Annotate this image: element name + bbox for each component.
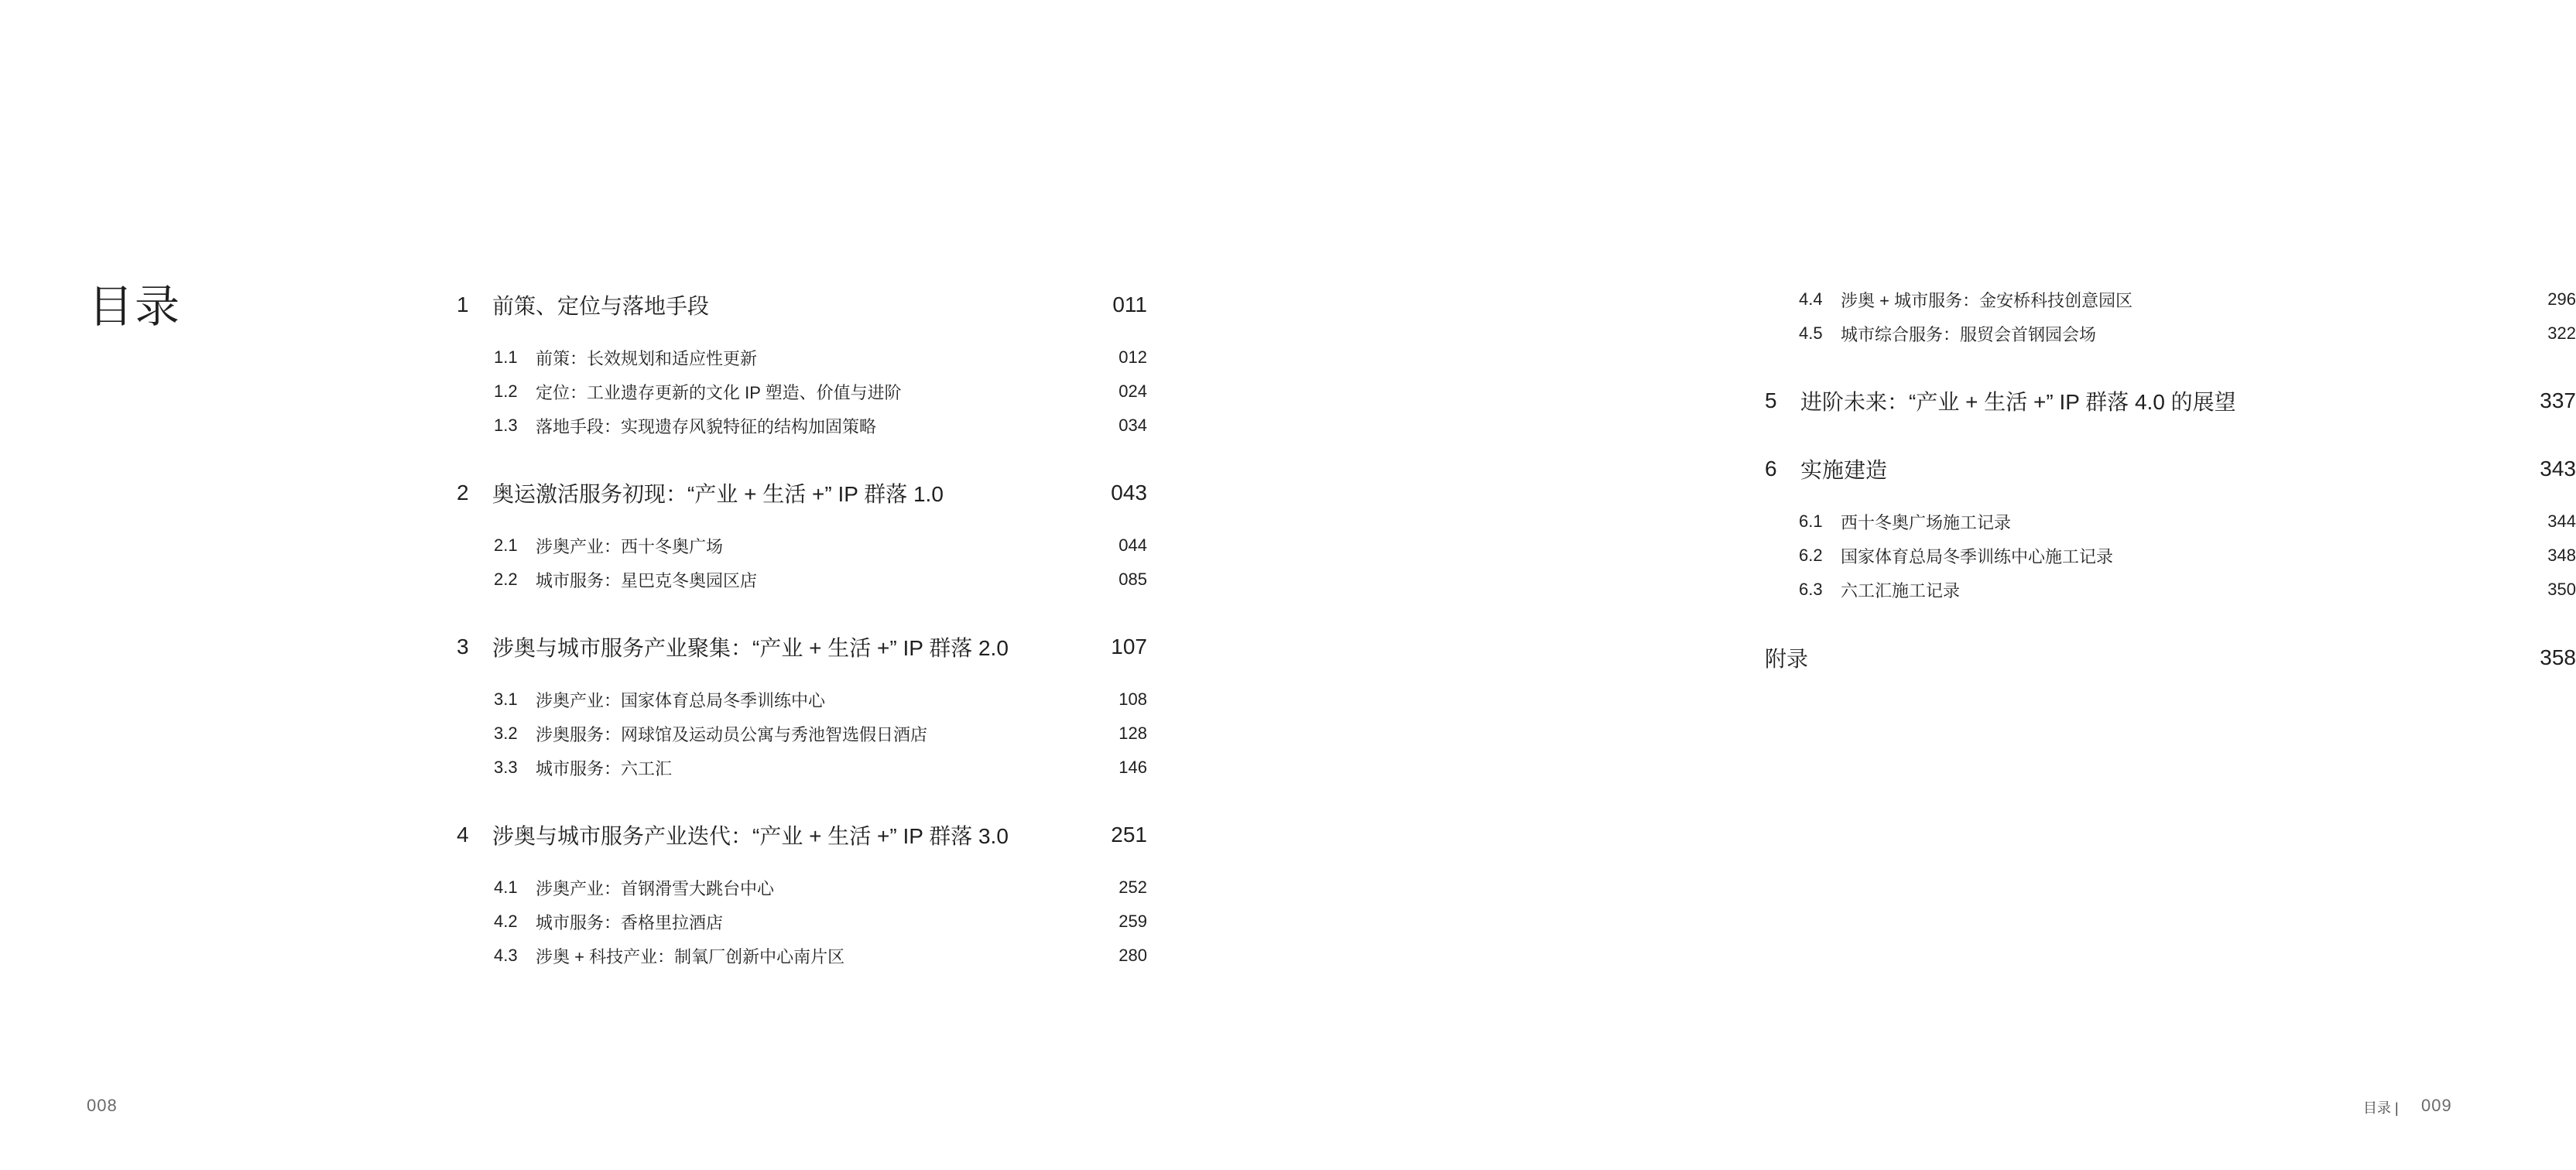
section-title: 落地手段：实现遗存风貌特征的结构加固策略 (536, 416, 877, 436)
section-page: 259 (1118, 912, 1147, 931)
section-title: 涉奥产业：首钢滑雪大跳台中心 (536, 878, 775, 898)
chapter-title: 涉奥与城市服务产业迭代：“产业 + 生活 +” IP 群落 3.0 (492, 824, 1009, 848)
toc-section-3-3[interactable] (494, 756, 1147, 779)
section-title: 涉奥服务：网球馆及运动员公寓与秀池智选假日酒店 (536, 724, 928, 744)
section-number: 3.3 (494, 758, 518, 777)
chapter-title: 奥运激活服务初现：“产业 + 生活 +” IP 群落 1.0 (492, 482, 944, 506)
section-page: 044 (1118, 535, 1147, 555)
section-title: 城市服务：六工汇 (536, 758, 673, 778)
section-title: 涉奥 + 城市服务：金安桥科技创意园区 (1841, 290, 2133, 310)
section-title: 前策：长效规划和适应性更新 (536, 348, 758, 368)
section-number: 6.1 (1799, 511, 1823, 531)
chapter-number: 5 (1765, 388, 1777, 412)
toc-section-1-2[interactable] (494, 380, 1147, 403)
section-number: 1.3 (494, 416, 518, 435)
section-number: 1.2 (494, 381, 518, 401)
toc-section-4-1[interactable] (494, 876, 1147, 899)
toc-appendix[interactable] (1765, 642, 2576, 673)
section-page: 108 (1118, 689, 1147, 709)
chapter-title: 进阶未来：“产业 + 生活 +” IP 群落 4.0 的展望 (1800, 390, 2236, 414)
appendix-page: 358 (2540, 645, 2576, 669)
section-number: 3.2 (494, 724, 518, 743)
section-number: 4.4 (1799, 289, 1823, 309)
chapter-title: 涉奥与城市服务产业聚集：“产业 + 生活 +” IP 群落 2.0 (492, 636, 1009, 660)
chapter-number: 4 (457, 823, 469, 847)
page-number-left: 008 (87, 1096, 118, 1115)
chapter-page: 337 (2540, 388, 2576, 412)
toc-section-4-3[interactable] (494, 944, 1147, 967)
section-title: 城市服务：香格里拉酒店 (536, 912, 724, 932)
chapter-title: 前策、定位与落地手段 (492, 294, 710, 318)
chapter-number: 2 (457, 481, 469, 505)
section-title: 城市综合服务：服贸会首钢园会场 (1841, 324, 2097, 344)
section-title: 涉奥产业：西十冬奥广场 (536, 536, 724, 556)
chapter-page: 251 (1111, 823, 1147, 847)
right-page (1268, 0, 2576, 1170)
section-page: 350 (2547, 580, 2576, 599)
running-head: 目录 | (2363, 1100, 2399, 1116)
toc-section-3-1[interactable] (494, 688, 1147, 711)
section-number: 2.1 (494, 535, 518, 555)
section-number: 6.2 (1799, 546, 1823, 565)
chapter-title: 实施建造 (1800, 458, 1888, 482)
section-page: 146 (1118, 758, 1147, 777)
section-page: 024 (1118, 381, 1147, 401)
toc-section-6-2[interactable] (1799, 544, 2576, 567)
chapter-page: 043 (1111, 481, 1147, 505)
toc-title: 目录 (88, 282, 182, 332)
page-number-right: 009 (2421, 1096, 2452, 1115)
toc-section-1-1[interactable] (494, 346, 1147, 369)
section-page: 322 (2547, 323, 2576, 343)
toc-section-6-1[interactable] (1799, 510, 2576, 533)
section-title: 涉奥产业：国家体育总局冬季训练中心 (536, 690, 826, 710)
chapter-page: 107 (1111, 635, 1147, 659)
section-number: 1.1 (494, 347, 518, 367)
toc-chapter-1[interactable] (457, 289, 1147, 320)
section-page: 252 (1118, 878, 1147, 897)
section-page: 034 (1118, 416, 1147, 435)
chapter-number: 3 (457, 635, 469, 659)
toc-section-4-4[interactable] (1799, 288, 2576, 311)
toc-section-2-1[interactable] (494, 534, 1147, 557)
toc-chapter-6[interactable] (1765, 453, 2576, 484)
section-title: 六工汇施工记录 (1841, 580, 1961, 600)
section-title: 定位：工业遗存更新的文化 IP 塑造、价值与进阶 (536, 382, 902, 402)
toc-chapter-4[interactable] (457, 819, 1147, 850)
section-page: 348 (2547, 546, 2576, 565)
toc-section-4-2[interactable] (494, 910, 1147, 933)
section-number: 4.2 (494, 912, 518, 931)
section-title: 城市服务：星巴克冬奥园区店 (536, 570, 758, 590)
section-number: 6.3 (1799, 580, 1823, 599)
chapter-page: 011 (1112, 292, 1147, 316)
toc-section-1-3[interactable] (494, 414, 1147, 437)
toc-section-6-3[interactable] (1799, 578, 2576, 601)
toc-chapter-5[interactable] (1765, 385, 2576, 416)
appendix-title: 附录 (1765, 647, 1809, 671)
section-number: 4.5 (1799, 323, 1823, 343)
toc-chapter-2[interactable] (457, 477, 1147, 508)
chapter-number: 6 (1765, 457, 1777, 481)
section-page: 296 (2547, 289, 2576, 309)
section-page: 012 (1118, 347, 1147, 367)
section-number: 4.3 (494, 946, 518, 965)
chapter-page: 343 (2540, 457, 2576, 481)
section-number: 4.1 (494, 878, 518, 897)
section-page: 128 (1118, 724, 1147, 743)
section-page: 344 (2547, 511, 2576, 531)
section-title: 西十冬奥广场施工记录 (1841, 512, 2012, 532)
section-page: 280 (1118, 946, 1147, 965)
chapter-number: 1 (457, 292, 469, 316)
toc-section-2-2[interactable] (494, 568, 1147, 591)
toc-section-3-2[interactable] (494, 722, 1147, 745)
section-title: 国家体育总局冬季训练中心施工记录 (1841, 546, 2114, 566)
section-page: 085 (1118, 570, 1147, 589)
section-title: 涉奥 + 科技产业：制氧厂创新中心南片区 (536, 946, 845, 966)
toc-section-4-5[interactable] (1799, 322, 2576, 345)
section-number: 2.2 (494, 570, 518, 589)
toc-chapter-3[interactable] (457, 631, 1147, 662)
left-page (0, 0, 1268, 1170)
section-number: 3.1 (494, 689, 518, 709)
